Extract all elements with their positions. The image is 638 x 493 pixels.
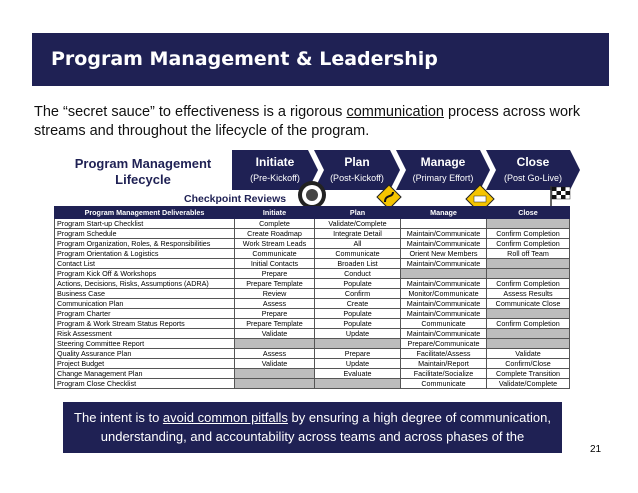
phase-cell: Maintain/Report — [401, 359, 487, 369]
phase-cell — [235, 379, 315, 389]
phase-cell: Integrate Detail — [315, 229, 401, 239]
phase-cell: Facilitate/Socialize — [401, 369, 487, 379]
phase-cell: Evaluate — [315, 369, 401, 379]
deliverable-cell: Steering Committee Report — [55, 339, 235, 349]
table-row — [55, 249, 570, 259]
table-row — [55, 269, 570, 279]
note-before: The intent is to — [74, 410, 163, 425]
deliverable-cell: Program Orientation & Logistics — [55, 249, 235, 259]
phase-cell: Complete Transition — [487, 369, 570, 379]
phase-name: Initiate — [255, 155, 295, 169]
phase-name: Manage — [420, 155, 466, 169]
header-initiate: Initiate — [235, 207, 315, 219]
deliverables-table — [54, 206, 570, 389]
table-row — [55, 349, 570, 359]
phase-cell: Maintain/Communicate — [401, 299, 487, 309]
phase-cell: Initial Contacts — [235, 259, 315, 269]
phase-cell — [487, 219, 570, 229]
phase-cell: Facilitate/Assess — [401, 349, 487, 359]
phase-cell: Communicate Close — [487, 299, 570, 309]
phase-cell: Validate — [235, 359, 315, 369]
deliverable-cell: Contact List — [55, 259, 235, 269]
phase-sub: (Primary Effort) — [412, 173, 474, 183]
phase-cell — [401, 269, 487, 279]
intro-text — [34, 103, 594, 141]
phase-cell — [401, 219, 487, 229]
slide-title: Program Management & Leadership — [51, 48, 438, 70]
header-plan: Plan — [315, 207, 401, 219]
table-row — [55, 329, 570, 339]
phase-cell: Monitor/Communicate — [401, 289, 487, 299]
phase-cell: Validate — [487, 349, 570, 359]
table-row — [55, 219, 570, 229]
phase-cell: Create Roadmap — [235, 229, 315, 239]
phase-cell: Update — [315, 329, 401, 339]
phase-cell: Populate — [315, 279, 401, 289]
table-row — [55, 319, 570, 329]
phase-sub: (Post Go-Live) — [503, 173, 563, 183]
table-row — [55, 379, 570, 389]
phase-cell — [487, 259, 570, 269]
phase-cell: Communicate — [401, 379, 487, 389]
bottom-note — [73, 408, 552, 465]
phase-cell: Work Stream Leads — [235, 239, 315, 249]
phase-sub: (Pre-Kickoff) — [250, 173, 300, 183]
phase-cell: Prepare — [235, 269, 315, 279]
phase-sub: (Post-Kickoff) — [330, 173, 384, 183]
phase-cell: Confirm — [315, 289, 401, 299]
table-row — [55, 309, 570, 319]
phase-cell — [487, 339, 570, 349]
phase-cell: Maintain/Communicate — [401, 229, 487, 239]
phase-cell: Communicate — [315, 249, 401, 259]
table-row — [55, 259, 570, 269]
phase-cell: Populate — [315, 319, 401, 329]
phase-cell: Validate/Complete — [315, 219, 401, 229]
deliverable-cell: Program Close Checklist — [55, 379, 235, 389]
page-number: 21 — [590, 444, 602, 455]
deliverable-cell: Program Kick Off & Workshops — [55, 269, 235, 279]
phase-cell: Confirm Completion — [487, 229, 570, 239]
note-after: by ensuring a high degree of communication, understanding, and accountability across teams and across phases of the program. — [100, 410, 551, 463]
intro-link: communication — [346, 104, 444, 120]
phase-cell: Maintain/Communicate — [401, 259, 487, 269]
deliverable-cell: Program & Work Stream Status Reports — [55, 319, 235, 329]
table-row — [55, 279, 570, 289]
header-deliverables: Program Management Deliverables — [55, 207, 235, 219]
phase-cell: All — [315, 239, 401, 249]
phase-cell — [487, 329, 570, 339]
intro-after: process across work streams and throughout the lifecycle of the program. — [34, 104, 581, 139]
deliverable-cell: Program Schedule — [55, 229, 235, 239]
phase-cell: Validate/Complete — [487, 379, 570, 389]
phase-cell: Prepare Template — [235, 279, 315, 289]
phase-cell: Validate — [235, 329, 315, 339]
phase-cell: Roll off Team — [487, 249, 570, 259]
phase-cell: Broaden List — [315, 259, 401, 269]
phase-cell — [315, 379, 401, 389]
deliverable-cell: Actions, Decisions, Risks, Assumptions (ADRA) — [55, 279, 235, 289]
deliverable-cell: Communication Plan — [55, 299, 235, 309]
phase-cell: Complete — [235, 219, 315, 229]
phase-cell — [315, 339, 401, 349]
title-bar — [32, 33, 609, 86]
phase-cell: Prepare Template — [235, 319, 315, 329]
deliverable-cell: Quality Assurance Plan — [55, 349, 235, 359]
table-row — [55, 369, 570, 379]
intro-before: The “secret sauce” to effectiveness is a rigorous — [34, 104, 347, 120]
phase-cell: Prepare — [315, 349, 401, 359]
phase-cell — [487, 309, 570, 319]
deliverable-cell: Program Organization, Roles, & Responsibilities — [55, 239, 235, 249]
phase-cell: Review — [235, 289, 315, 299]
header-close: Close — [487, 207, 570, 219]
phase-name: Close — [516, 155, 550, 169]
phase-cell: Prepare — [235, 309, 315, 319]
bottom-note-box — [63, 402, 562, 463]
deliverable-cell: Business Case — [55, 289, 235, 299]
phase-cell: Confirm Completion — [487, 279, 570, 289]
phase-cell: Maintain/Communicate — [401, 309, 487, 319]
deliverable-cell: Project Budget — [55, 359, 235, 369]
phase-name: Plan — [344, 155, 370, 169]
phase-cell: Assess — [235, 299, 315, 309]
table-row — [55, 239, 570, 249]
phase-cell: Confirm/Close — [487, 359, 570, 369]
phase-cell: Confirm Completion — [487, 239, 570, 249]
phase-cell: Create — [315, 299, 401, 309]
phase-cell — [235, 339, 315, 349]
deliverable-cell: Program Start-up Checklist — [55, 219, 235, 229]
phase-cell: Prepare/Communicate — [401, 339, 487, 349]
header-manage: Manage — [401, 207, 487, 219]
table-row — [55, 299, 570, 309]
table-row — [55, 359, 570, 369]
phase-cell: Maintain/Communicate — [401, 279, 487, 289]
phase-cell: Maintain/Communicate — [401, 239, 487, 249]
phase-cell: Update — [315, 359, 401, 369]
table-row — [55, 229, 570, 239]
phase-cell: Assess — [235, 349, 315, 359]
table-row — [55, 289, 570, 299]
deliverable-cell: Risk Assessment — [55, 329, 235, 339]
note-link: avoid common pitfalls — [162, 410, 288, 425]
phase-cell: Maintain/Communicate — [401, 329, 487, 339]
phase-cell: Communicate — [401, 319, 487, 329]
checkpoint-label: Checkpoint Reviews — [184, 193, 287, 205]
phase-cell: Populate — [315, 309, 401, 319]
table-row — [55, 339, 570, 349]
phase-cell: Orient New Members — [401, 249, 487, 259]
phase-cell — [235, 369, 315, 379]
phase-cell: Conduct — [315, 269, 401, 279]
phase-cell — [487, 269, 570, 279]
phase-cell: Confirm Completion — [487, 319, 570, 329]
deliverable-cell: Change Management Plan — [55, 369, 235, 379]
phase-cell: Communicate — [235, 249, 315, 259]
table-header-row — [55, 207, 570, 219]
lifecycle-title: Program Management Lifecycle — [74, 156, 212, 187]
phase-cell: Assess Results — [487, 289, 570, 299]
deliverable-cell: Program Charter — [55, 309, 235, 319]
